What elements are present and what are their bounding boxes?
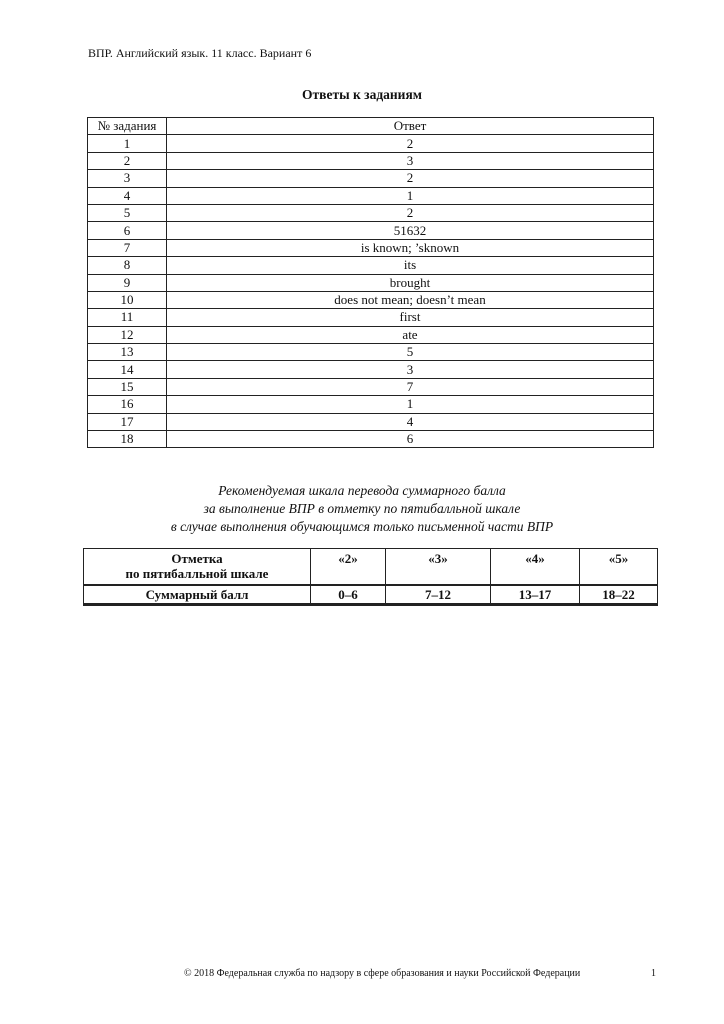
table-row [88,326,654,343]
answer-cell: 3 [167,152,654,169]
document-header: ВПР. Английский язык. 11 класс. Вариант 6 [88,46,312,60]
answer-cell: 2 [167,170,654,187]
grade-cell: «2» [311,549,386,586]
answer-cell: 4 [167,413,654,430]
answer-cell: 6 [167,431,654,448]
table-row [88,344,654,361]
table-row [88,274,654,291]
scale-title-line: за выполнение ВПР в отметку по пятибалльной шкале [203,501,521,516]
answer-cell: does not mean; doesn’t mean [167,291,654,308]
answer-cell: 51632 [167,222,654,239]
answer-cell: ate [167,326,654,343]
answer-cell: 5 [167,344,654,361]
answer-cell: 2 [167,135,654,152]
task-number-cell: 8 [88,257,167,274]
table-row [88,378,654,395]
column-header-task-number: № задания [88,118,167,135]
task-number-cell: 12 [88,326,167,343]
table-row [88,204,654,221]
score-row [84,585,658,605]
scale-title-line: Рекомендуемая шкала перевода суммарного балла [218,483,506,498]
answer-cell: first [167,309,654,326]
table-row [88,431,654,448]
grade-cell: «3» [386,549,491,586]
grade-row-label-line1: Отметка [171,551,223,566]
task-number-cell: 6 [88,222,167,239]
task-number-cell: 11 [88,309,167,326]
page-number: 1 [651,968,656,979]
score-range-cell: 13–17 [491,585,580,605]
task-number-cell: 2 [88,152,167,169]
table-row [88,309,654,326]
table-row [88,170,654,187]
table-row [88,396,654,413]
table-row [88,135,654,152]
task-number-cell: 18 [88,431,167,448]
table-row [88,187,654,204]
grade-cell: «5» [580,549,658,586]
answer-cell: 1 [167,187,654,204]
answer-cell: 3 [167,361,654,378]
task-number-cell: 17 [88,413,167,430]
grade-row-label-line2: по пятибалльной шкале [125,566,269,581]
answers-table [87,117,654,448]
answers-header-row [88,118,654,135]
task-number-cell: 5 [88,204,167,221]
answer-cell: its [167,257,654,274]
task-number-cell: 7 [88,239,167,256]
answer-cell: brought [167,274,654,291]
table-row [88,239,654,256]
table-row [88,361,654,378]
task-number-cell: 3 [88,170,167,187]
task-number-cell: 14 [88,361,167,378]
answer-cell: 1 [167,396,654,413]
task-number-cell: 13 [88,344,167,361]
score-row-label: Суммарный балл [84,585,311,605]
task-number-cell: 15 [88,378,167,395]
score-range-cell: 0–6 [311,585,386,605]
answer-cell: 2 [167,204,654,221]
task-number-cell: 9 [88,274,167,291]
column-header-answer: Ответ [167,118,654,135]
table-row [88,222,654,239]
grade-row [84,549,658,586]
scale-title [0,482,724,536]
table-row [88,413,654,430]
score-range-cell: 7–12 [386,585,491,605]
answer-cell: is known; ’sknown [167,239,654,256]
grade-cell: «4» [491,549,580,586]
grading-scale-table [83,548,658,606]
table-row [88,291,654,308]
table-row [88,152,654,169]
copyright-footer: © 2018 Федеральная служба по надзору в сфере образования и науки Российской Федерации [184,968,581,979]
table-row [88,257,654,274]
task-number-cell: 1 [88,135,167,152]
answers-table-body [88,135,654,448]
answer-cell: 7 [167,378,654,395]
page-title: Ответы к заданиям [302,87,422,102]
task-number-cell: 10 [88,291,167,308]
task-number-cell: 4 [88,187,167,204]
task-number-cell: 16 [88,396,167,413]
score-range-cell: 18–22 [580,585,658,605]
scale-title-line: в случае выполнения обучающимся только письменной части ВПР [170,519,554,534]
grade-row-label [84,549,311,586]
